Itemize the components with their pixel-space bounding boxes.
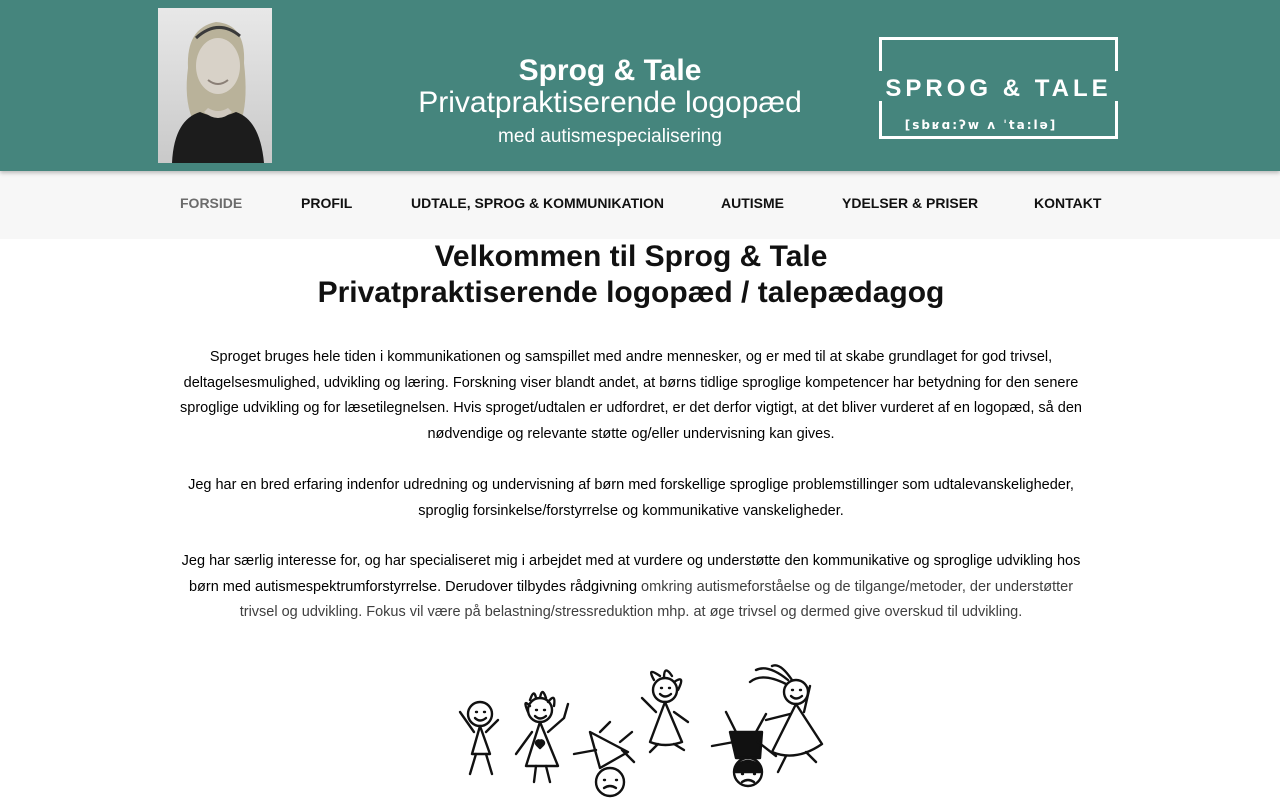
site-subtitle: Privatpraktiserende logopæd — [418, 86, 802, 119]
site-title: Sprog & Tale — [518, 54, 702, 87]
children-illustration — [450, 662, 830, 802]
nav-item-ydelser-priser[interactable]: YDELSER & PRISER — [842, 195, 979, 211]
nav-item-forside[interactable]: FORSIDE — [180, 195, 243, 211]
autism-paragraph-part2: omkring autismeforståelse og de tilgange/metoder, der understøtter trivsel og udvikling. Fokus vil være på belastning/stressreduktion mhp. at øge trivsel og dermed give overskud til udvikling. — [239, 578, 1074, 620]
nav-item-udtale-sprog-kommunikation[interactable]: UDTALE, SPROG & KOMMUNIKATION — [411, 195, 665, 211]
logo-wordmark: SPROG & TALE — [885, 75, 1112, 102]
site-logo[interactable] — [879, 37, 1118, 139]
profile-photo — [158, 8, 272, 163]
page-subheading: Privatpraktiserende logopæd / talepædagog — [317, 276, 945, 309]
intro-paragraph-autism — [170, 549, 1092, 626]
intro-paragraph-language: Sproget bruges hele tiden i kommunikationen og samspillet med andre mennesker, og er med til at skabe grundlaget for god trivsel, deltagelsesmulighed, udvikling og læring. Forskning viser blandt andet, at børns tidlige sproglige kompetencer har betydning for den senere sproglige udvikling og for læsetilegnelsen. Hvis sproget/udtalen er udfordret, er det derfor vigtigt, at det bliver vurderet af en logopæd, så den nødvendige og relevante støtte og/eller undervisning kan gives. — [180, 349, 1082, 442]
autism-paragraph-part1: Jeg har særlig interesse for, og har specialiseret mig i arbejdet med at vurdere og understøtte den kommunikative og sproglige udvikling hos børn med autismespektrumforstyrrelse. Derudover tilbydes rådgivning — [181, 553, 1081, 595]
nav-item-autisme[interactable]: AUTISME — [721, 195, 784, 211]
nav-item-kontakt[interactable]: KONTAKT — [1034, 195, 1102, 211]
logo-phonetic: [sbʁɑ:ʔw ʌ ˈta:lə] — [904, 118, 1058, 132]
main-navigation — [0, 171, 1280, 239]
nav-item-profil[interactable]: PROFIL — [301, 195, 353, 211]
portrait-image — [158, 8, 272, 163]
children-drawing — [450, 662, 830, 802]
site-tagline: med autismespecialisering — [498, 126, 722, 147]
logo-frame — [879, 37, 1118, 139]
intro-paragraph-experience: Jeg har en bred erfaring indenfor udredning og undervisning af børn med forskellige sproglige problemstillinger som udtalevanskeligheder, sproglig forsinkelse/forstyrrelse og kommunikative vanskeligheder. — [188, 477, 1074, 519]
page-heading: Velkommen til Sprog & Tale — [434, 240, 828, 273]
main-content — [0, 239, 1280, 800]
site-header — [0, 0, 1280, 171]
